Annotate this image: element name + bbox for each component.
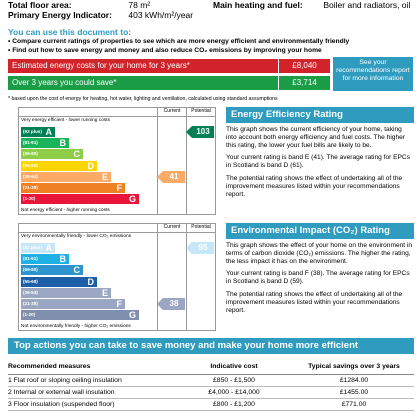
chart-bottom-caption: Not energy efficient - higher running costs (21, 208, 110, 213)
panel-paragraph: This graph shows the effect of your home on the environment in terms of carbon dioxide (CO₂) emissions. The higher the rating, the less impact it has on the environment. (226, 242, 413, 265)
savings-cell: £771.00 (294, 398, 414, 410)
rating-band-c (21, 149, 83, 159)
rating-band-a (21, 127, 55, 137)
current-rating-arrow: 41 (163, 171, 185, 183)
environmental-impact-chart (18, 223, 216, 331)
band-range: (81-91) (23, 140, 38, 146)
current-column-header: Current (163, 108, 181, 114)
savings-label: Over 3 years you could save* (12, 78, 117, 87)
panel-paragraph: The potential rating shows the effect of undertaking all of the improvement measures listed within your recommendations report. (226, 290, 403, 314)
panel-paragraph: Your current rating is band F (38). The average rating for EPCs in Scotland is band D (59). (226, 270, 410, 286)
recommended-measures-table (8, 359, 414, 411)
band-range: (55-68) (23, 162, 38, 168)
primary-energy-value: 403 kWh/m²/year (128, 10, 194, 20)
primary-energy-label: Primary Energy Indicator: (8, 10, 112, 20)
intro-bullets (8, 38, 349, 55)
band-letter: B (59, 254, 66, 265)
rating-band-c (21, 265, 83, 275)
environmental-impact-title: Environmental Impact (CO₂) Rating (226, 223, 414, 239)
band-range: (21-38) (23, 301, 38, 306)
column-header: Recommended measures (8, 359, 174, 374)
band-range: (55-68) (23, 278, 38, 284)
panel-paragraph: Your current rating is band E (41). The average rating for EPCs in Scotland is band D (61). (226, 154, 410, 170)
floor-area-value: 78 m² (128, 0, 151, 10)
current-rating-arrow: 38 (163, 298, 185, 310)
band-range: (39-54) (23, 173, 38, 179)
band-letter: B (59, 138, 66, 149)
rating-band-g (21, 194, 139, 204)
rating-band-g (21, 310, 139, 320)
primary-energy-row (8, 10, 193, 20)
cost-cell: £800 - £1,200 (174, 398, 294, 410)
rating-band-e (21, 172, 111, 182)
band-letter: D (87, 276, 94, 287)
rating-band-d (21, 161, 97, 171)
table-row (8, 398, 414, 410)
chart-top-caption: Very energy efficient - lower running costs (21, 118, 110, 123)
band-range: (1-20) (23, 312, 36, 318)
rating-band-b (21, 254, 69, 264)
intro-bullet: • Find out how to save energy and money and also reduce CO₂ emissions by improving your home (8, 47, 349, 56)
band-letter: G (128, 310, 136, 321)
panel-paragraph: The potential rating shows the effect of undertaking all of the improvement measures listed within your recommendations report. (226, 174, 403, 198)
top-actions-title: Top actions you can take to save money and make your home more efficient (8, 338, 414, 354)
potential-column-header: Potential (191, 108, 211, 114)
main-heating-value: Boiler and radiators, oil (323, 0, 411, 10)
column-header: Typical savings over 3 years (294, 359, 414, 374)
measure-cell: 1 Flat roof or sloping ceiling insulation (8, 374, 174, 386)
savings-cell: £1455.00 (294, 386, 414, 398)
band-range: (39-54) (23, 289, 38, 295)
band-range: (92 plus) (23, 129, 42, 134)
band-range: (21-38) (23, 185, 38, 190)
cost-cell: £850 - £1,500 (174, 374, 294, 386)
savings-cell: £1284.00 (294, 374, 414, 386)
rating-band-f (21, 183, 125, 193)
band-range: (92 plus) (23, 245, 42, 250)
band-range: (69-80) (23, 151, 38, 157)
potential-rating-arrow: 95 (192, 242, 214, 254)
band-range: (81-91) (23, 256, 38, 262)
chart-bottom-caption: Not environmentally friendly - higher CO₂ emissions (21, 324, 131, 329)
estimated-costs-bar (8, 59, 330, 73)
rating-band-e (21, 288, 111, 298)
energy-efficiency-chart (18, 107, 216, 215)
measure-cell: 3 Floor insulation (suspended floor) (8, 398, 174, 410)
rating-band-a (21, 243, 55, 253)
environmental-impact-text (226, 242, 414, 319)
current-column-header: Current (163, 224, 181, 230)
floor-area-row (8, 0, 150, 10)
band-letter: A (45, 127, 52, 137)
table-row (8, 374, 414, 386)
recommendations-report-link[interactable]: See your recommendations report for more information (333, 57, 413, 91)
main-heating-label: Main heating and fuel: (213, 0, 303, 10)
cost-cell: £4,000 - £14,000 (174, 386, 294, 398)
rating-band-f (21, 299, 125, 309)
band-letter: C (73, 149, 80, 160)
rating-band-d (21, 277, 97, 287)
intro-bullet: • Compare current ratings of properties to see which are more energy efficient and environmentally friendly (8, 38, 349, 47)
rating-band-b (21, 138, 69, 148)
estimated-costs-label: Estimated energy costs for your home for 3 years* (12, 61, 190, 70)
savings-value: £3,714 (278, 76, 330, 90)
potential-column-header: Potential (191, 224, 211, 230)
costs-footnote: * based upon the cost of energy for heating, hot water, lighting and ventilation, calculated using standard assumptions (8, 96, 278, 102)
chart-top-caption: Very environmentally friendly - lower CO₂ emissions (21, 234, 132, 239)
band-letter: F (116, 299, 122, 309)
table-header-row (8, 359, 414, 374)
band-range: (1-20) (23, 196, 36, 202)
band-range: (69-80) (23, 267, 38, 273)
potential-rating-arrow: 103 (192, 126, 214, 138)
floor-area-label: Total floor area: (8, 0, 72, 10)
measure-cell: 2 Internal or external wall insulation (8, 386, 174, 398)
energy-efficiency-text (226, 126, 414, 203)
band-letter: F (116, 183, 122, 193)
band-letter: E (101, 287, 108, 298)
intro-title: You can use this document to: (8, 27, 132, 37)
table-row (8, 386, 414, 398)
panel-paragraph: This graph shows the current efficiency of your home, taking into account both energy efficiency and fuel costs. The higher this rating, the lower your fuel bills are likely to be. (226, 126, 406, 149)
estimated-costs-value: £8,040 (278, 59, 330, 73)
band-letter: A (45, 243, 52, 253)
savings-bar (8, 76, 330, 90)
column-header: Indicative cost (174, 359, 294, 374)
band-letter: D (87, 160, 94, 171)
energy-efficiency-title: Energy Efficiency Rating (226, 107, 414, 123)
band-letter: C (73, 265, 80, 276)
band-letter: E (101, 171, 108, 182)
main-heating-row (213, 0, 410, 10)
band-letter: G (128, 194, 136, 205)
